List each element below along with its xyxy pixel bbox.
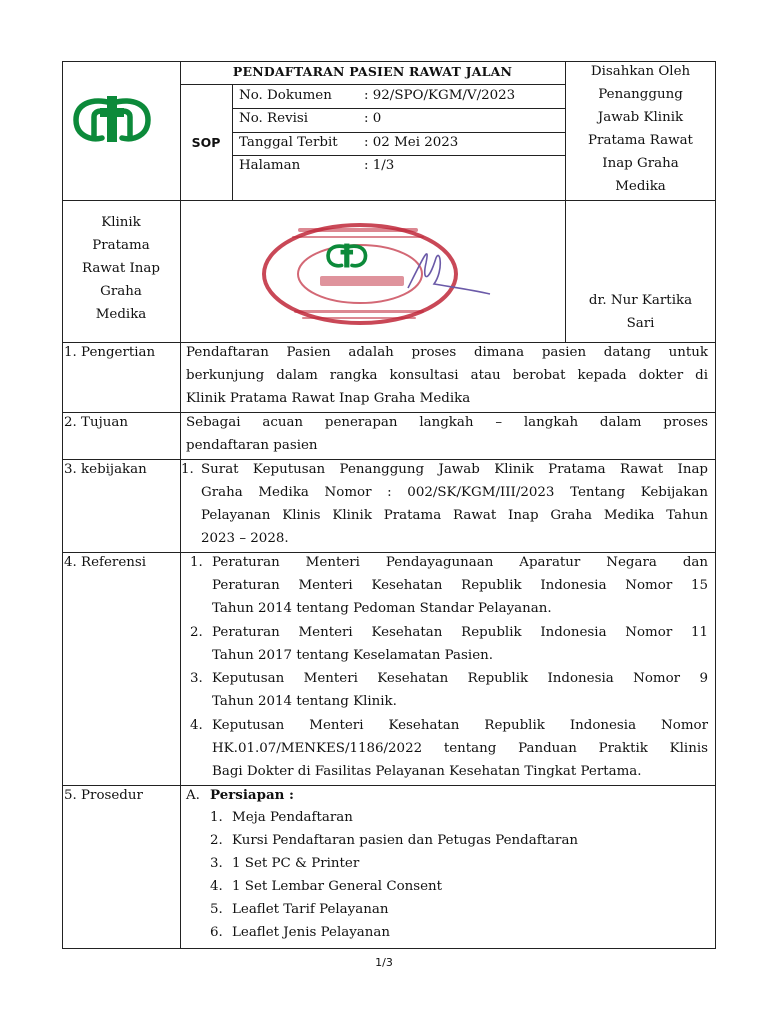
approval-line: Jawab Klinik [597, 110, 684, 125]
col-divider-left [180, 61, 181, 949]
field-value-tanggal-terbit: : 02 Mei 2023 [364, 135, 459, 150]
field-label-no-revisi: No. Revisi [239, 111, 309, 126]
clinic-name-line: Pratama [92, 238, 150, 253]
kebijakan-line: Graha Medika Nomor : 002/SK/KGM/III/2023 Tentang Kebijakan [201, 485, 708, 500]
row-divider-header [62, 200, 716, 201]
approval-line: Medika [615, 179, 666, 194]
referensi-line: Tahun 2017 tentang Keselamatan Pasien. [212, 648, 493, 663]
page-number: 1/3 [375, 956, 393, 969]
col-divider-sop [232, 84, 233, 200]
field-value-no-dokumen: : 92/SPO/KGM/V/2023 [364, 88, 516, 103]
referensi-item-number: 3. [190, 671, 203, 686]
row-divider-referensi [62, 785, 716, 786]
pengertian-line: berkunjung dalam rangka konsultasi atau berobat kepada dokter di [186, 368, 708, 383]
referensi-item-number: 2. [190, 625, 203, 640]
section-label-referensi: 4. Referensi [64, 555, 147, 570]
prosedur-item: Kursi Pendaftaran pasien dan Petugas Pendaftaran [232, 833, 579, 848]
kebijakan-line: 2023 – 2028. [201, 531, 289, 546]
referensi-line: HK.01.07/MENKES/1186/2022 tentang Panduan Praktik Klinis [212, 741, 708, 756]
referensi-line: Tahun 2014 tentang Pedoman Standar Pelayanan. [212, 601, 552, 616]
referensi-line: Peraturan Menteri Pendayagunaan Aparatur Negara dan [212, 555, 708, 570]
prosedur-item-number: 1. [210, 810, 223, 825]
approval-line: Penanggung [598, 87, 683, 102]
prosedur-item-number: 3. [210, 856, 223, 871]
prosedur-item-number: 2. [210, 833, 223, 848]
approval-line: Disahkan Oleh [590, 64, 691, 79]
clinic-logo-icon [72, 93, 152, 147]
referensi-line: Keputusan Menteri Kesehatan Republik Indonesia Nomor [212, 718, 708, 733]
pengertian-line: Klinik Pratama Rawat Inap Graha Medika [186, 391, 471, 406]
referensi-line: Peraturan Menteri Kesehatan Republik Indonesia Nomor 15 [212, 578, 708, 593]
tujuan-line: pendaftaran pasien [186, 438, 318, 453]
kebijakan-line: Pelayanan Klinis Klinik Pratama Rawat Inap Graha Medika Tahun [201, 508, 708, 523]
prosedur-sub-title: Persiapan : [210, 787, 294, 803]
prosedur-item: Meja Pendaftaran [232, 810, 353, 825]
prosedur-item: Leaflet Tarif Pelayanan [232, 902, 389, 917]
clinic-name-line: Rawat Inap [82, 261, 160, 276]
referensi-line: Tahun 2014 tentang Klinik. [212, 694, 397, 709]
referensi-line: Peraturan Menteri Kesehatan Republik Indonesia Nomor 11 [212, 625, 708, 640]
approval-line: Pratama Rawat [588, 133, 693, 148]
tujuan-line: Sebagai acuan penerapan langkah – langkah dalam proses [186, 415, 708, 430]
referensi-line: Bagi Dokter di Fasilitas Pelayanan Kesehatan Tingkat Pertama. [212, 764, 642, 779]
kebijakan-item-number: 1. [181, 462, 194, 477]
clinic-stamp-icon [258, 218, 493, 330]
prosedur-item: 1 Set PC & Printer [232, 856, 360, 871]
doctor-name-line: Sari [626, 316, 655, 331]
prosedur-item: Leaflet Jenis Pelayanan [232, 925, 390, 940]
section-label-kebijakan: 3. kebijakan [64, 462, 147, 477]
field-label-no-dokumen: No. Dokumen [239, 88, 332, 103]
sop-label: SOP [191, 135, 221, 150]
referensi-item-number: 4. [190, 718, 203, 733]
clinic-name-line: Medika [95, 307, 147, 322]
referensi-line: Keputusan Menteri Kesehatan Republik Indonesia Nomor 9 [212, 671, 708, 686]
prosedur-item-number: 6. [210, 925, 223, 940]
prosedur-item-number: 4. [210, 879, 223, 894]
section-label-tujuan: 2. Tujuan [64, 415, 128, 430]
clinic-name-line: Graha [100, 284, 142, 299]
field-label-halaman: Halaman [239, 158, 301, 173]
referensi-item-number: 1. [190, 555, 203, 570]
section-label-prosedur: 5. Prosedur [64, 788, 143, 803]
prosedur-item: 1 Set Lembar General Consent [232, 879, 443, 894]
field-label-tanggal-terbit: Tanggal Terbit [239, 135, 338, 150]
doctor-name-line: dr. Nur Kartika [588, 293, 693, 308]
field-value-no-revisi: : 0 [364, 111, 382, 126]
prosedur-item-number: 5. [210, 902, 223, 917]
document-title: PENDAFTARAN PASIEN RAWAT JALAN [232, 64, 513, 79]
prosedur-sub-letter: A. [186, 788, 200, 803]
pengertian-line: Pendaftaran Pasien adalah proses dimana pasien datang untuk [186, 345, 708, 360]
section-label-pengertian: 1. Pengertian [64, 345, 156, 360]
kebijakan-line: Surat Keputusan Penanggung Jawab Klinik Pratama Rawat Inap [201, 462, 708, 477]
field-value-halaman: : 1/3 [364, 158, 395, 173]
clinic-name-line: Klinik [101, 215, 141, 230]
approval-line: Inap Graha [602, 156, 679, 171]
